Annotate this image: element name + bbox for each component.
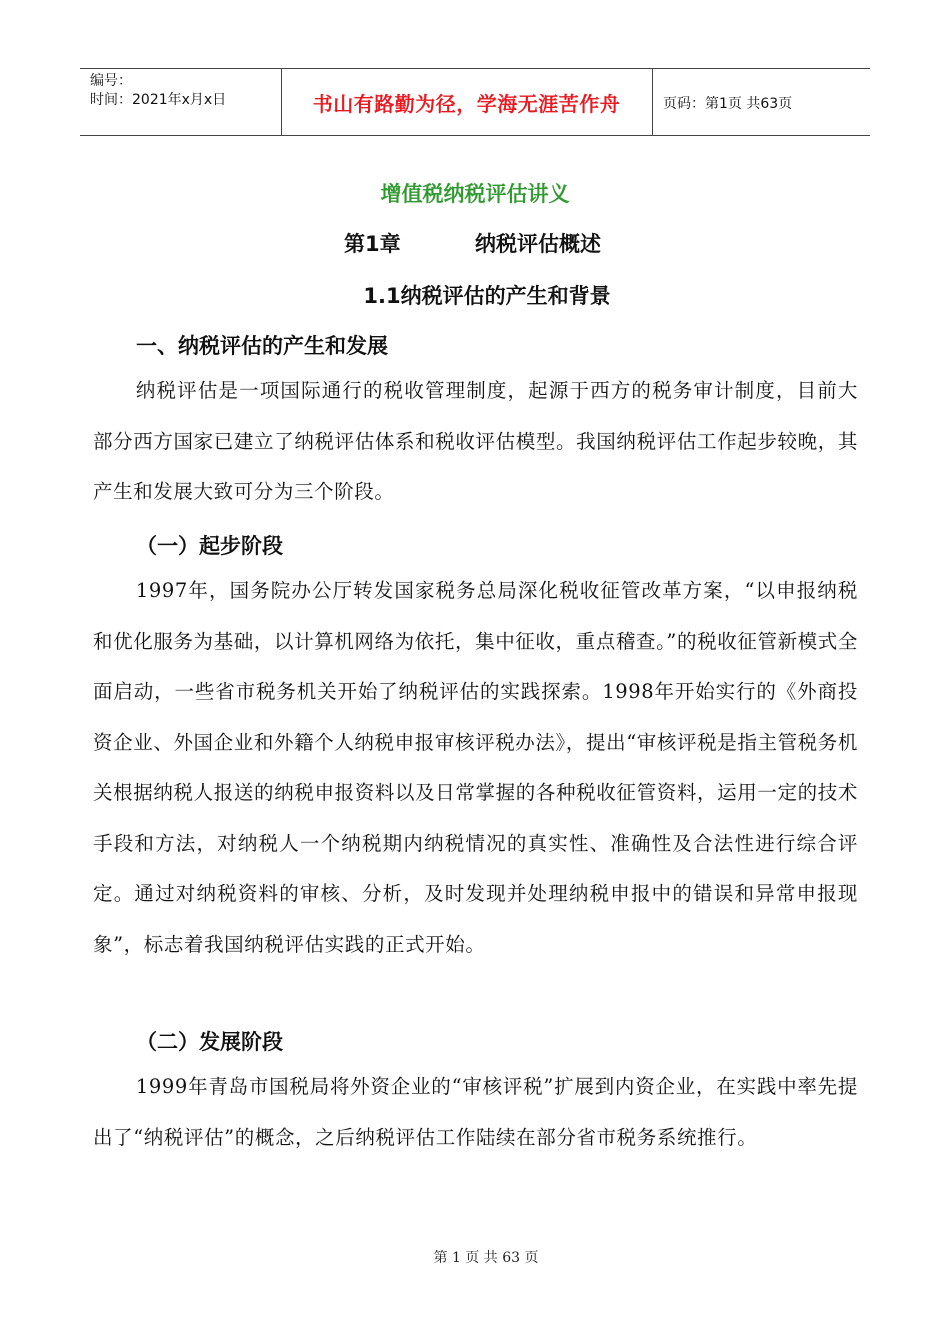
- chapter-name: 纳税评估概述: [475, 232, 601, 256]
- body-paragraph: 纳税评估是一项国际通行的税收管理制度，起源于西方的税务审计制度，目前大部分西方国家已建立了纳税评估体系和税收评估模型。我国纳税评估工作起步较晚，其产生和发展大致可分为三个阶段。: [93, 379, 858, 503]
- stage-heading-2: （二）发展阶段: [136, 1030, 283, 1054]
- number-label: 编号：: [90, 73, 132, 89]
- page-header: [80, 68, 870, 136]
- header-motto: 书山有路勤为径，学海无涯苦作舟: [312, 91, 621, 116]
- subsection-heading: 一、纳税评估的产生和发展: [136, 334, 388, 358]
- page-footer: 第 1 页 共 63 页: [433, 1250, 539, 1266]
- header-meta: [90, 72, 226, 110]
- body-paragraph: 1997年，国务院办公厅转发国家税务总局深化税收征管改革方案，“以申报纳税和优化服务为基础，以计算机网络为依托，集中征收，重点稽查。”的税收征管新模式全面启动，一些省市税务机关开始了纳税评估的实践探索。1998年开始实行的《外商投资企业、外国企业和外籍个人纳税申报审核评税办法》，提出“审核评税是指主管税务机关根据纳税人报送的纳税申报资料以及日常掌握的各种税收征管资料，运用一定的技术手段和方法，对纳税人一个纳税期内纳税情况的真实性、准确性及合法性进行综合评定。通过对纳税资料的审核、分析，及时发现并处理纳税申报中的错误和异常申报现象”，标志着我国纳税评估实践的正式开始。: [93, 579, 858, 956]
- chapter-number: 第1章: [344, 232, 401, 256]
- header-divider: [652, 69, 653, 135]
- body-paragraph: 1999年青岛市国税局将外资企业的“审核评税”扩展到内资企业，在实践中率先提出了“纳税评估”的概念，之后纳税评估工作陆续在部分省市税务系统推行。: [93, 1075, 858, 1149]
- section-heading: 1.1纳税评估的产生和背景: [363, 284, 611, 308]
- document-title: 增值税纳税评估讲义: [380, 182, 570, 206]
- header-page-info: 页码：第1页 共63页: [663, 96, 793, 112]
- time-label: 时间：2021年x月x日: [90, 92, 227, 108]
- stage-heading-1: （一）起步阶段: [136, 534, 283, 558]
